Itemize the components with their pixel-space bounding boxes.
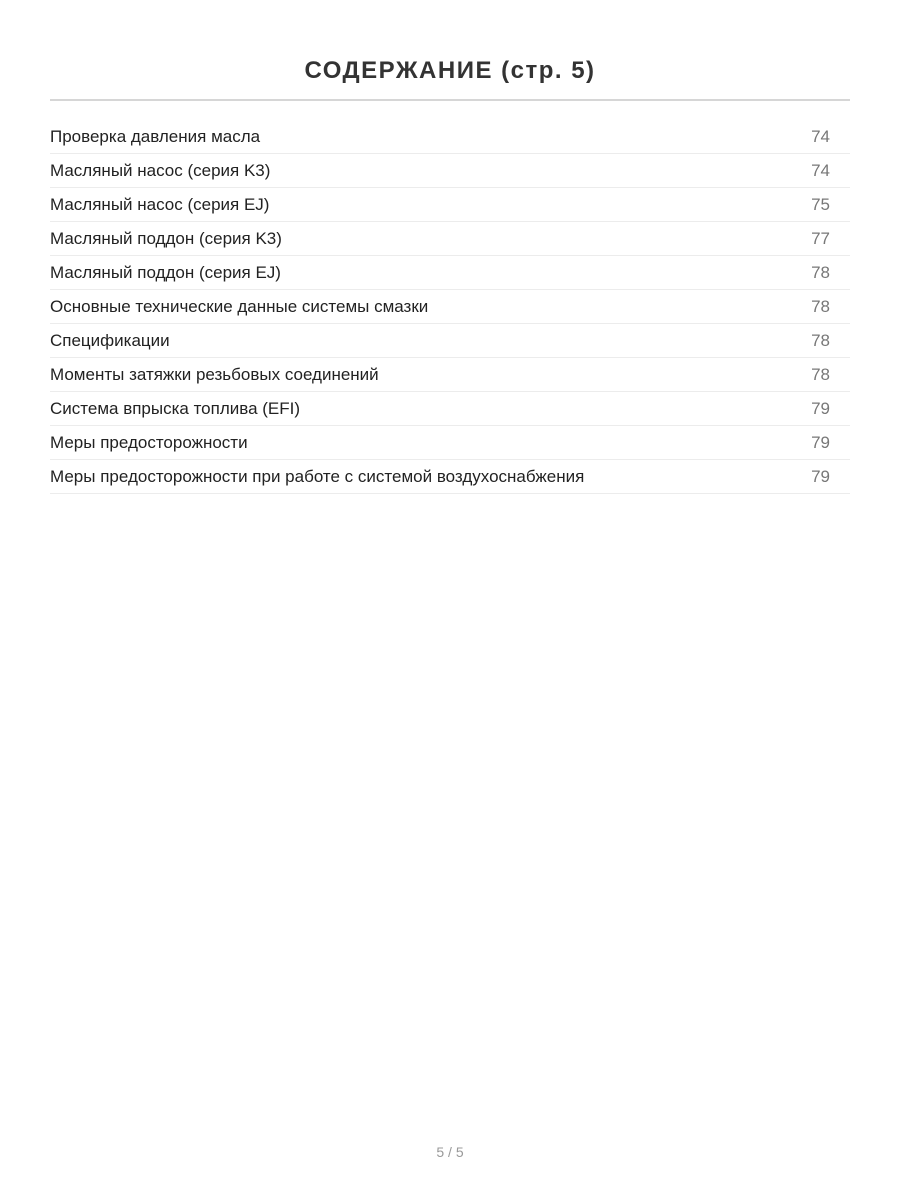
toc-entry-title: Масляный насос (серия K3) [50, 161, 271, 180]
toc-entry-title: Основные технические данные системы смазки [50, 297, 429, 316]
page-pagination: 5 / 5 [436, 1144, 464, 1160]
title-divider [50, 99, 850, 101]
toc-entry[interactable] [50, 290, 850, 324]
toc-entry-title: Меры предосторожности [50, 433, 248, 452]
toc-entry-page: 79 [811, 433, 830, 452]
toc-entry[interactable] [50, 188, 850, 222]
toc-entry-title: Проверка давления масла [50, 127, 261, 146]
toc-entry[interactable] [50, 358, 850, 392]
toc-entry[interactable] [50, 222, 850, 256]
toc-entry-page: 79 [811, 467, 830, 486]
toc-entry-page: 77 [811, 229, 830, 248]
toc-entry[interactable] [50, 426, 850, 460]
toc-entry-page: 74 [811, 127, 830, 146]
toc-entry-page: 78 [811, 365, 830, 384]
toc-entry-page: 79 [811, 399, 830, 418]
page-title: СОДЕРЖАНИЕ (стр. 5) [304, 57, 596, 85]
toc-entry-page: 74 [811, 161, 830, 180]
toc-entry-title: Масляный насос (серия EJ) [50, 195, 270, 214]
toc-entry[interactable] [50, 460, 850, 494]
toc-entry-title: Система впрыска топлива (EFI) [50, 399, 301, 418]
toc-entry[interactable] [50, 120, 850, 154]
toc-list [50, 120, 850, 494]
toc-entry[interactable] [50, 256, 850, 290]
toc-entry-page: 78 [811, 331, 830, 350]
toc-entry-title: Спецификации [50, 331, 170, 350]
toc-entry-page: 75 [811, 195, 830, 214]
toc-entry-title: Масляный поддон (серия EJ) [50, 263, 281, 282]
toc-entry-title: Моменты затяжки резьбовых соединений [50, 365, 379, 384]
toc-entry[interactable] [50, 324, 850, 358]
toc-entry-page: 78 [811, 263, 830, 282]
toc-entry-page: 78 [811, 297, 830, 316]
toc-entry[interactable] [50, 154, 850, 188]
toc-entry[interactable] [50, 392, 850, 426]
toc-entry-title: Масляный поддон (серия K3) [50, 229, 282, 248]
toc-entry-title: Меры предосторожности при работе с системой воздухоснабжения [50, 467, 585, 486]
